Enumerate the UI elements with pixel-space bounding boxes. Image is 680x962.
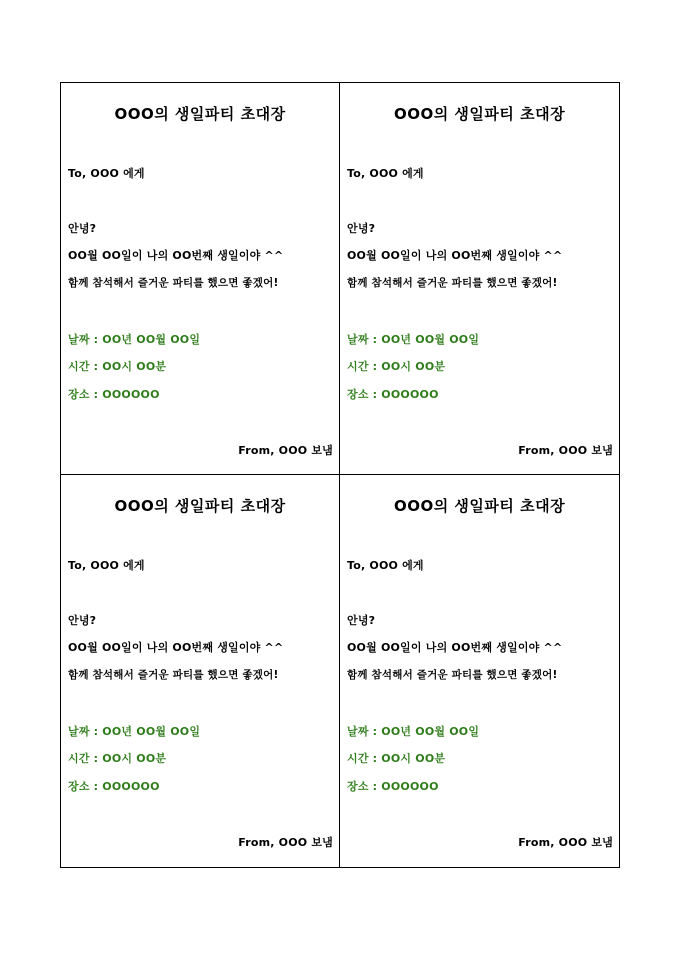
place-line: 장소 : OOOOOO: [68, 780, 160, 793]
time-line: 시간 : OO시 OO분: [347, 752, 446, 765]
sender-line: From, OOO 보냄: [518, 836, 613, 849]
recipient-line: To, OOO 에게: [68, 559, 145, 572]
date-line: 날짜 : OO년 OO월 OO일: [347, 333, 480, 346]
message-line-1: OO월 OO일이 나의 OO번째 생일이야 ^^: [68, 641, 284, 654]
place-line: 장소 : OOOOOO: [347, 388, 439, 401]
greeting-line: 안녕?: [347, 222, 376, 235]
invitation-sheet: [60, 82, 620, 868]
card-title: OOO의 생일파티 초대장: [114, 497, 286, 515]
message-line-1: OO월 OO일이 나의 OO번째 생일이야 ^^: [347, 641, 563, 654]
message-line-2: 함께 참석해서 즐거운 파티를 했으면 좋겠어!: [68, 669, 279, 681]
time-line: 시간 : OO시 OO분: [68, 752, 167, 765]
message-line-2: 함께 참석해서 즐거운 파티를 했으면 좋겠어!: [347, 277, 558, 289]
invitation-card: [61, 83, 340, 475]
invitation-card: [340, 475, 619, 867]
invitation-card: [61, 475, 340, 867]
message-line-1: OO월 OO일이 나의 OO번째 생일이야 ^^: [68, 249, 284, 262]
place-line: 장소 : OOOOOO: [347, 780, 439, 793]
greeting-line: 안녕?: [347, 614, 376, 627]
recipient-line: To, OOO 에게: [347, 559, 424, 572]
recipient-line: To, OOO 에게: [347, 167, 424, 180]
date-line: 날짜 : OO년 OO월 OO일: [68, 333, 201, 346]
greeting-line: 안녕?: [68, 222, 97, 235]
invitation-card: [340, 83, 619, 475]
greeting-line: 안녕?: [68, 614, 97, 627]
message-line-2: 함께 참석해서 즐거운 파티를 했으면 좋겠어!: [347, 669, 558, 681]
date-line: 날짜 : OO년 OO월 OO일: [68, 725, 201, 738]
card-title: OOO의 생일파티 초대장: [393, 105, 566, 123]
date-line: 날짜 : OO년 OO월 OO일: [347, 725, 480, 738]
sender-line: From, OOO 보냄: [518, 444, 613, 457]
card-title: OOO의 생일파티 초대장: [114, 105, 286, 123]
card-title: OOO의 생일파티 초대장: [393, 497, 566, 515]
sender-line: From, OOO 보냄: [238, 444, 333, 457]
time-line: 시간 : OO시 OO분: [347, 360, 446, 373]
message-line-1: OO월 OO일이 나의 OO번째 생일이야 ^^: [347, 249, 563, 262]
time-line: 시간 : OO시 OO분: [68, 360, 167, 373]
place-line: 장소 : OOOOOO: [68, 388, 160, 401]
message-line-2: 함께 참석해서 즐거운 파티를 했으면 좋겠어!: [68, 277, 279, 289]
sender-line: From, OOO 보냄: [238, 836, 333, 849]
recipient-line: To, OOO 에게: [68, 167, 145, 180]
